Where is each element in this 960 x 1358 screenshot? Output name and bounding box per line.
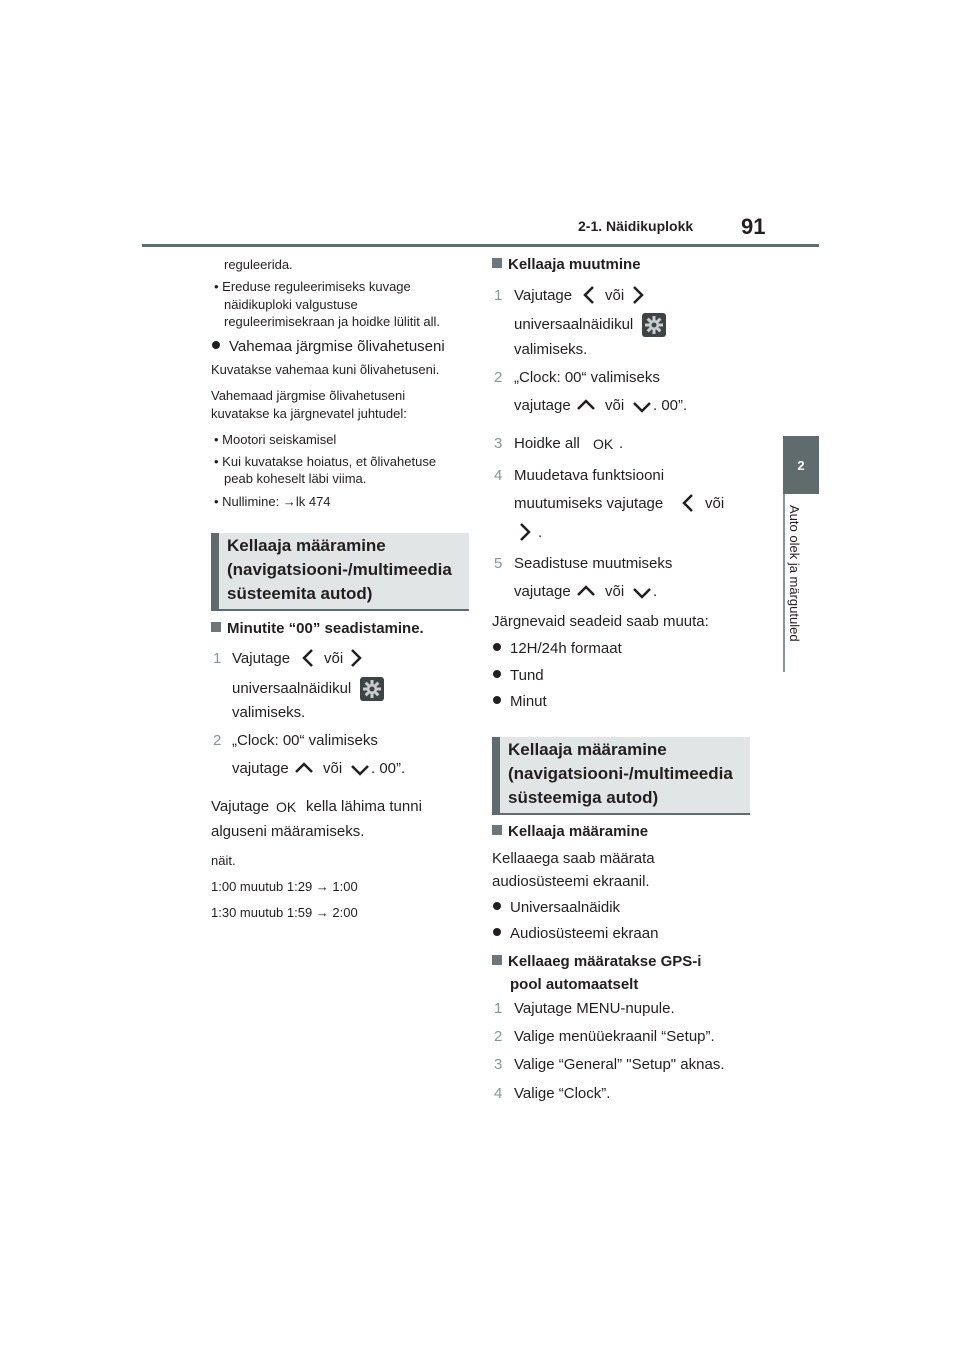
chevron-down-icon <box>350 764 370 776</box>
bullet-dot <box>212 341 220 349</box>
r-step1-or: või <box>605 287 625 304</box>
chapter-number-tab: 2 <box>783 436 819 494</box>
step-number: 3 <box>494 435 503 452</box>
step1-text: Vajutage <box>232 650 291 667</box>
chevron-down-icon <box>632 587 652 599</box>
r-step2-text: „Clock: 00“ valimiseks <box>514 369 660 386</box>
page-number: 91 <box>741 214 766 239</box>
ok-text-c: alguseni määramiseks. <box>211 823 365 840</box>
square-bullet-icon <box>492 825 502 835</box>
chevron-right-icon <box>632 285 644 305</box>
example-line-2: 1:30 muutub 1:59 → 2:00 <box>211 905 358 920</box>
ok-button-label: OK <box>593 436 614 452</box>
bullet-dot <box>493 928 501 936</box>
chevron-right-icon <box>350 648 362 668</box>
r-step5-end: . <box>653 583 658 600</box>
chevron-up-icon <box>294 762 314 774</box>
example-label: näit. <box>211 853 236 868</box>
r-step2-text-b: vajutage <box>514 397 571 414</box>
box-title-line2: (navigatsiooni-/multimeedia <box>508 764 733 783</box>
bullet-dot <box>493 696 501 704</box>
chevron-up-icon <box>576 585 596 597</box>
oil-bullet-3: • Nullimine: →lk 474 <box>214 494 331 509</box>
setting-item: 12H/24h formaat <box>493 640 622 657</box>
chevron-right-icon <box>519 522 531 542</box>
r-step3-end: . <box>619 435 624 452</box>
chevron-left-icon <box>682 493 694 513</box>
section-box-with-navigation <box>492 737 750 815</box>
r-step4-or: või <box>705 495 725 512</box>
box-title-line2: (navigatsiooni-/multimeedia <box>227 560 452 579</box>
bullet-dot <box>493 670 501 678</box>
r-step2-or: või <box>605 397 625 414</box>
step-number: 1 <box>494 1000 503 1017</box>
step-number: 4 <box>494 1085 503 1102</box>
bullet-brightness-line2: näidikuploki valgustuse <box>224 297 358 312</box>
header-divider <box>142 244 819 247</box>
gps-step-2: Valige menüüekraanil “Setup”. <box>514 1028 715 1045</box>
gps-heading-line1: Kellaaeg määratakse GPS-i <box>492 953 701 970</box>
r-step4-end: . <box>538 524 543 541</box>
step1-text-c: valimiseks. <box>232 704 306 721</box>
set-time-paragraph-a: Kellaaega saab määrata <box>492 850 655 867</box>
box-title-line1: Kellaaja määramine <box>227 536 386 555</box>
gps-heading-line2: pool automaatselt <box>510 976 639 993</box>
continued-text: reguleerida. <box>224 257 293 272</box>
oil-bullet-1: • Mootori seiskamisel <box>214 432 337 447</box>
step-number: 2 <box>494 1028 503 1045</box>
bullet-dot <box>493 902 501 910</box>
step-number: 3 <box>494 1056 503 1073</box>
section-box-no-navigation <box>211 533 469 611</box>
set-time-heading: Kellaaja määramine <box>492 823 648 840</box>
square-bullet-icon <box>492 955 502 965</box>
step-number: 5 <box>494 555 503 572</box>
r-step5-text: Seadistuse muutmiseks <box>514 555 673 572</box>
step-number: 4 <box>494 467 503 484</box>
set-method-item: Audiosüsteemi ekraan <box>493 925 658 942</box>
change-time-heading: Kellaaja muutmine <box>492 256 641 273</box>
setting-item: Minut <box>493 693 547 710</box>
bullet-brightness-line3: reguleerimisekraan ja hoidke lülitit all. <box>224 314 441 329</box>
r-step5-or: või <box>605 583 625 600</box>
chevron-left-icon <box>583 285 595 305</box>
step2-or: või <box>323 760 343 777</box>
gps-step-4: Valige “Clock”. <box>514 1085 611 1102</box>
oil-change-paragraph: Kuvatakse vahemaa kuni õlivahetuseni. <box>211 362 440 377</box>
gear-icon <box>360 677 384 701</box>
set-method-item: Universaalnäidik <box>493 899 620 916</box>
setting-item: Tund <box>493 667 544 684</box>
oil-bullet-2b: peab koheselt läbi viima. <box>224 471 367 486</box>
step1-text-b: universaalnäidikul <box>232 680 352 697</box>
chevron-up-icon <box>576 399 596 411</box>
step-number: 1 <box>494 287 503 304</box>
step1-or: või <box>324 650 344 667</box>
r-step1-text-c: valimiseks. <box>514 341 588 358</box>
step2-end: . 00”. <box>371 760 406 777</box>
bullet-brightness-line1: • Ereduse reguleerimiseks kuvage <box>214 279 411 294</box>
box-title-line3: süsteemita autod) <box>227 584 373 603</box>
set-time-paragraph-b: audiosüsteemi ekraanil. <box>492 873 650 890</box>
oil-change-paragraph-2b: kuvatakse ka järgnevatel juhtudel: <box>211 406 407 421</box>
example-line-1: 1:00 muutub 1:29 → 1:00 <box>211 879 358 894</box>
chevron-left-icon <box>302 648 314 668</box>
box-title-line1: Kellaaja määramine <box>508 740 667 759</box>
r-step3-text: Hoidke all <box>514 435 580 452</box>
gps-step-1: Vajutage MENU-nupule. <box>514 1000 675 1017</box>
gear-icon <box>642 313 666 337</box>
chevron-down-icon <box>632 401 652 413</box>
ok-text-a: Vajutage <box>211 798 270 815</box>
step-number: 2 <box>213 732 222 749</box>
r-step5-text-b: vajutage <box>514 583 571 600</box>
ok-text-b: kella lähima tunni <box>306 798 422 815</box>
bullet-dot <box>493 643 501 651</box>
settings-intro: Järgnevaid seadeid saab muuta: <box>492 613 709 630</box>
square-bullet-icon <box>211 622 221 632</box>
r-step1-text: Vajutage <box>514 287 573 304</box>
ok-button-label: OK <box>276 799 297 815</box>
square-bullet-icon <box>492 258 502 268</box>
oil-change-heading: Vahemaa järgmise õlivahetuseni <box>212 338 445 355</box>
gps-step-3: Valige “General” "Setup" aknas. <box>514 1056 725 1073</box>
box-title-line3: süsteemiga autod) <box>508 788 659 807</box>
r-step2-end: . 00”. <box>653 397 688 414</box>
r-step4-text: Muudetava funktsiooni <box>514 467 665 484</box>
minutes-heading: Minutite “00” seadistamine. <box>211 620 424 637</box>
step-number: 2 <box>494 369 503 386</box>
oil-bullet-2a: • Kui kuvatakse hoiatus, et õlivahetuse <box>214 454 437 469</box>
section-title: 2-1. Näidikuplokk <box>578 218 694 234</box>
r-step4-text-b: muutumiseks vajutage <box>514 495 664 512</box>
chapter-title-vertical: Auto olek ja märgutuled <box>787 505 802 642</box>
step2-text-b: vajutage <box>232 760 289 777</box>
oil-change-paragraph-2a: Vahemaad järgmise õlivahetuseni <box>211 388 406 403</box>
step2-text: „Clock: 00“ valimiseks <box>232 732 378 749</box>
r-step1-text-b: universaalnäidikul <box>514 316 634 333</box>
step-number: 1 <box>213 650 222 667</box>
